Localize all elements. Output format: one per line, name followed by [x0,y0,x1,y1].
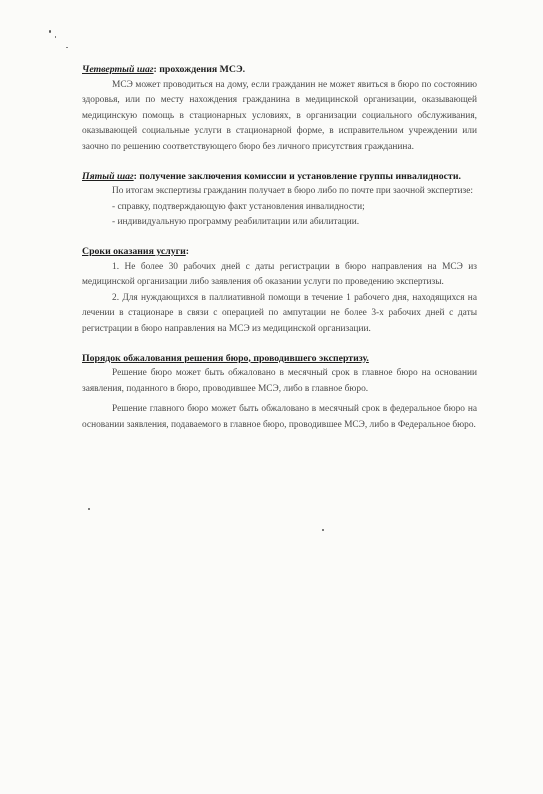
section-heading-step5 [82,169,477,185]
section-heading-terms [82,244,477,260]
numbered-item: 2. Для нуждающихся в паллиативной помощи в течение 1 рабочего дня, находящихся на лечении в стационаре в связи с операцией по ампутации не более 3-х рабочих дней с даты регистрации в бюро направления на МСЭ из медицинской организации. [82,292,477,334]
paragraph: По итогам экспертизы гражданин получает в бюро либо по почте при заочной экспертизе: [112,186,473,197]
section-label: Четвертый шаг [82,64,154,75]
paragraph: МСЭ может проводиться на дому, если гражданин не может явиться в бюро по состоянию здоровья, или по месту нахождения гражданина в медицинской организации, оказывающей медицинскую помощь в стационарных условиях, в организации социального обслуживания, оказывающей социальные услуги в стационарной форме, в исправительном учреждении или заочно по решению соответствующего бюро без личного присутствия гражданина. [82,79,477,152]
list-item: - индивидуальную программу реабилитации или абилитации. [112,217,360,228]
scan-speck [49,30,51,33]
paragraph: Решение бюро может быть обжаловано в месячный срок в главное бюро на основании заявления, поданного в бюро, проводившее МСЭ, либо в главное бюро. [82,368,477,394]
section-label: Порядок обжалования решения бюро, проводившего экспертизу. [82,352,369,364]
section-title: : [185,245,190,257]
scan-speck [55,36,56,38]
scan-speck [322,529,324,531]
section-label: Сроки оказания услуги [82,245,186,257]
document-body [82,62,477,433]
scan-speck [66,47,68,48]
section-heading-step4 [82,62,477,78]
numbered-item: 1. Не более 30 рабочих дней с даты регистрации в бюро направления на МСЭ из медицинской организации либо заявления об оказании услуги по проведению экспертизы. [82,261,477,288]
section-title: : получение заключения комиссии и установление группы инвалидности. [133,170,461,182]
section-label: Пятый шаг [82,170,134,182]
scan-speck [88,508,90,510]
paragraph: Решение главного бюро может быть обжаловано в месячный срок в федеральное бюро на основании заявления, подаваемого в главное бюро, проводившее МСЭ, либо в Федеральное бюро. [82,404,477,430]
section-heading-appeal [82,351,477,367]
list-item: - справку, подтверждающую факт установления инвалидности; [112,201,365,212]
section-title: : прохождения МСЭ. [153,64,246,75]
